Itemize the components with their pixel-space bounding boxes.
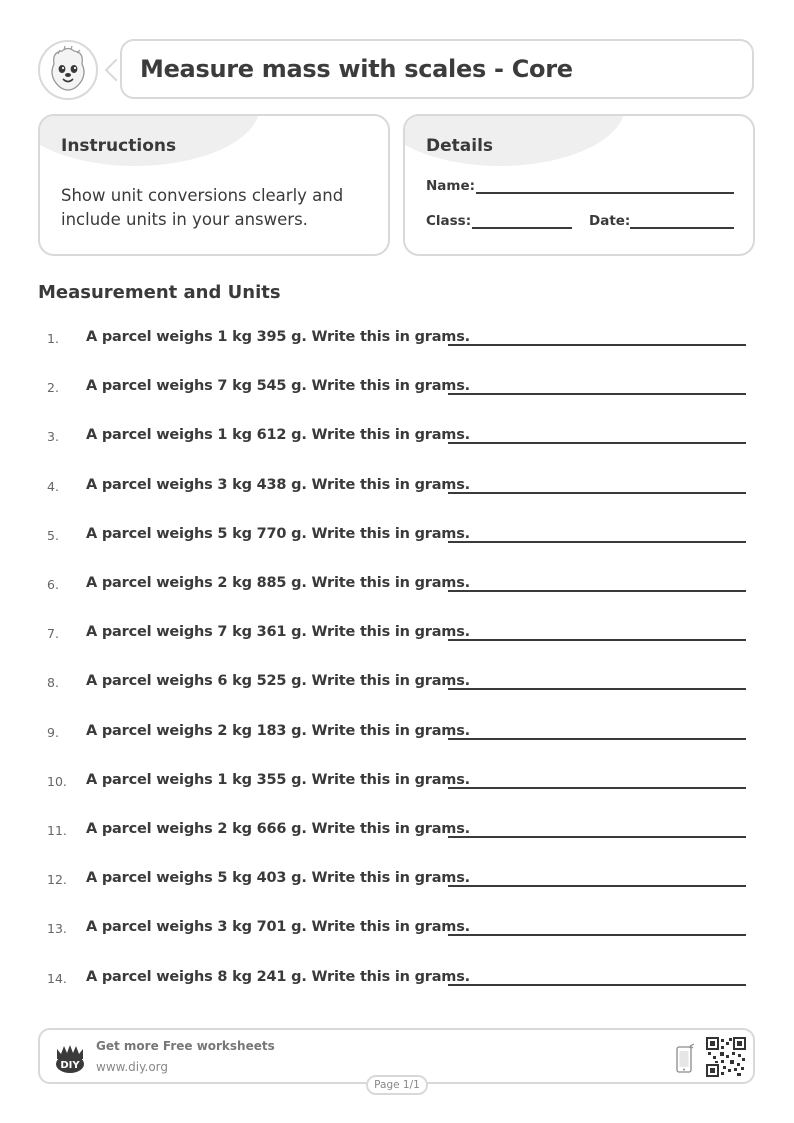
question-number: 12.	[47, 872, 67, 887]
question-number: 11.	[47, 823, 67, 838]
svg-text:DIY: DIY	[60, 1060, 80, 1071]
answer-line[interactable]	[448, 590, 746, 592]
question-text: A parcel weighs 2 kg 666 g. Write this in grams.	[86, 821, 470, 837]
instructions-panel	[38, 114, 390, 256]
question-row	[0, 868, 794, 898]
answer-line[interactable]	[448, 934, 746, 936]
answer-line[interactable]	[448, 344, 746, 346]
answer-line[interactable]	[448, 738, 746, 740]
question-number: 1.	[47, 331, 59, 346]
phone-icon	[676, 1042, 696, 1074]
question-row	[0, 573, 794, 603]
footer-url-link[interactable]: www.diy.org	[96, 1060, 168, 1074]
question-text: A parcel weighs 7 kg 361 g. Write this in grams.	[86, 624, 470, 640]
title-box	[120, 39, 754, 99]
mascot-icon	[38, 40, 98, 100]
question-row	[0, 917, 794, 947]
answer-line[interactable]	[448, 787, 746, 789]
question-text: A parcel weighs 7 kg 545 g. Write this in grams.	[86, 378, 470, 394]
answer-line[interactable]	[448, 541, 746, 543]
question-text: A parcel weighs 1 kg 355 g. Write this in grams.	[86, 772, 470, 788]
details-panel	[403, 114, 755, 256]
question-row	[0, 671, 794, 701]
answer-line[interactable]	[448, 688, 746, 690]
name-field[interactable]	[476, 192, 734, 194]
question-number: 14.	[47, 971, 67, 986]
question-text: A parcel weighs 5 kg 770 g. Write this in grams.	[86, 526, 470, 542]
answer-line[interactable]	[448, 885, 746, 887]
section-heading: Measurement and Units	[38, 282, 281, 303]
qr-code-icon[interactable]	[706, 1037, 746, 1077]
answer-line[interactable]	[448, 393, 746, 395]
class-label: Class:	[426, 213, 472, 229]
question-text: A parcel weighs 8 kg 241 g. Write this in grams.	[86, 969, 470, 985]
question-text: A parcel weighs 2 kg 183 g. Write this in grams.	[86, 723, 470, 739]
question-row	[0, 819, 794, 849]
date-label: Date:	[589, 213, 631, 229]
question-number: 9.	[47, 725, 59, 740]
question-number: 2.	[47, 380, 59, 395]
instructions-heading: Instructions	[61, 136, 177, 156]
question-text: A parcel weighs 2 kg 885 g. Write this in grams.	[86, 575, 470, 591]
question-row	[0, 376, 794, 406]
question-number: 10.	[47, 774, 67, 789]
question-row	[0, 524, 794, 554]
question-row	[0, 475, 794, 505]
question-row	[0, 770, 794, 800]
details-heading: Details	[426, 136, 494, 156]
question-row	[0, 327, 794, 357]
question-number: 5.	[47, 528, 59, 543]
instructions-text: Show unit conversions clearly and include units in your answers.	[61, 186, 344, 229]
answer-line[interactable]	[448, 492, 746, 494]
answer-line[interactable]	[448, 639, 746, 641]
question-number: 4.	[47, 479, 59, 494]
question-text: A parcel weighs 6 kg 525 g. Write this in grams.	[86, 673, 470, 689]
answer-line[interactable]	[448, 442, 746, 444]
question-text: A parcel weighs 3 kg 438 g. Write this in grams.	[86, 477, 470, 493]
question-row	[0, 622, 794, 652]
answer-line[interactable]	[448, 836, 746, 838]
date-field[interactable]	[630, 227, 734, 229]
question-row	[0, 425, 794, 455]
diy-logo-icon[interactable]	[52, 1040, 88, 1076]
question-text: A parcel weighs 5 kg 403 g. Write this in grams.	[86, 870, 470, 886]
question-row	[0, 721, 794, 751]
question-text: A parcel weighs 3 kg 701 g. Write this in grams.	[86, 919, 470, 935]
question-text: A parcel weighs 1 kg 395 g. Write this in grams.	[86, 329, 470, 345]
question-number: 7.	[47, 626, 59, 641]
name-label: Name:	[426, 178, 476, 194]
page-indicator: Page 1/1	[366, 1075, 428, 1095]
question-row	[0, 967, 794, 997]
question-number: 6.	[47, 577, 59, 592]
question-number: 8.	[47, 675, 59, 690]
class-field[interactable]	[472, 227, 572, 229]
page-title: Measure mass with scales - Core	[140, 55, 573, 83]
question-number: 13.	[47, 921, 67, 936]
answer-line[interactable]	[448, 984, 746, 986]
question-number: 3.	[47, 429, 59, 444]
footer-promo-text: Get more Free worksheets	[96, 1039, 275, 1053]
question-text: A parcel weighs 1 kg 612 g. Write this in grams.	[86, 427, 470, 443]
